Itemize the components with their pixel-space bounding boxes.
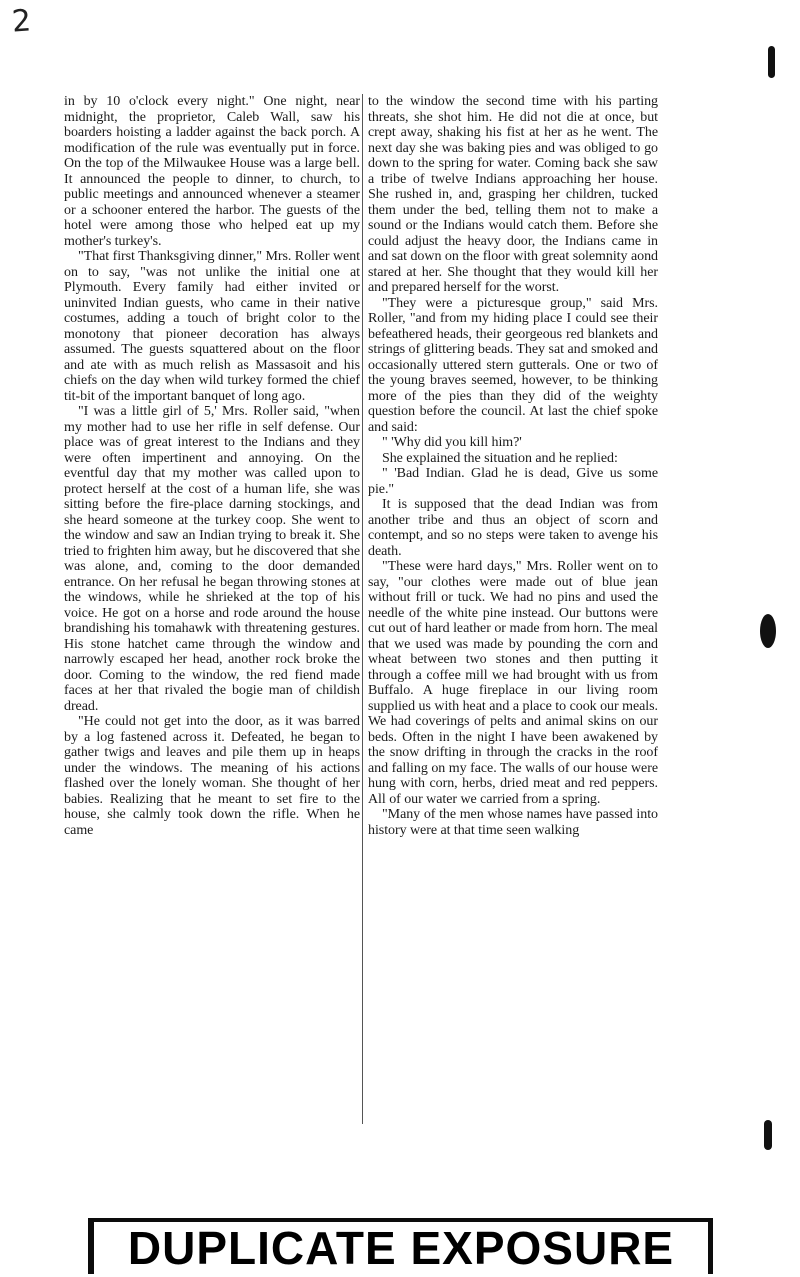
page-number: 2	[10, 3, 33, 40]
paragraph: "Many of the men whose names have passed into history were at that time seen walking	[368, 807, 658, 838]
paragraph: "I was a little girl of 5,' Mrs. Roller said, "when my mother had to use her rifle in self defense. Our place was of great interest to the Indians and they were often impertinent and annoying. On the eventful day that my mother was called upon to protect herself at the cost of a human life, she was sitting before the fire-place darning stockings, and she heard someone at the turkey coop. She went to the window and saw an Indian trying to break it. She tried to frighten him away, but he discovered that she was alone, and, coming to the door demanded entrance. On her refusal he began throwing stones at the windows, while he shrieked at the top of his voice. He got on a horse and rode around the house brandishing his tomahawk with threatening gestures. His stone hatchet came through the window and narrowly escaped her head, another rock broke the door. Coming to the window, the red fiend made faces at her that rivaled the bogie man of childish dread.	[64, 404, 360, 714]
film-mark-top	[768, 46, 775, 78]
column-divider	[362, 94, 363, 1124]
paragraph: in by 10 o'clock every night." One night, near midnight, the proprietor, Caleb Wall, saw his boarders hoisting a ladder against the back porch. A modification of the rule was eventually put in force. On the top of the Milwaukee House was a large bell. It announced the people to dinner, to church, to public meetings and announced whenever a steamer or a schooner entered the harbor. The guests of the hotel were among those who helped eat up my mother's turkey's.	[64, 94, 360, 249]
paragraph: " 'Why did you kill him?'	[382, 435, 522, 450]
paragraph: " 'Bad Indian. Glad he is dead, Give us some pie."	[368, 466, 658, 497]
paragraph: "They were a picturesque group," said Mrs. Roller, "and from my hiding place I could see their befeathered heads, their georgeous red blankets and strings of glittering beads. They sat and smoked and occasionally uttered stern gutterals. One or two of the young braves seemed, however, to be thinking more of the pies than they did of the weighty question before the council. At last the chief spoke and said:	[368, 295, 658, 435]
film-mark-bottom	[764, 1120, 772, 1150]
film-mark-middle	[760, 614, 776, 648]
duplicate-exposure-banner: DUPLICATE EXPOSURE	[94, 1222, 708, 1274]
paragraph: She explained the situation and he replied:	[382, 450, 618, 466]
paragraph: "That first Thanksgiving dinner," Mrs. Roller went on to say, "was not unlike the initial one at Plymouth. Every family had either invited or uninvited Indian guests, who came in their native costumes, adding a touch of bright color to the monotony that pioneer decoration has always assumed. The guests squattered about on the floor and ate with as much relish as Massasoit and his chiefs on the day when wild turkey formed the chief tit-bit of the important banquet of long ago.	[64, 249, 360, 404]
paragraph: It is supposed that the dead Indian was from another tribe and thus an object of scorn and contempt, and so no steps were taken to avenge his death.	[368, 497, 658, 559]
paragraph: "These were hard days," Mrs. Roller went on to say, "our clothes were made out of blue jean without frill or tuck. We had no pins and used the needle of the white pine instead. Our buttons were cut out of hard leather or made from horn. The meal that we used was made by pounding the corn and wheat between two stones and then putting it through a coffee mill we had brought with us from Buffalo. A huge fireplace in our living room supplied us with heat and a place to cook our meals. We had coverings of pelts and animal skins on our beds. Often in the night I have been awakened by the snow drifting in through the cracks in the roof and falling on my face. The walls of our house were hung with corn, herbs, dried meat and red peppers. All of our water we carried from a spring.	[368, 559, 658, 807]
paragraph: to the window the second time with his parting threats, she shot him. He did not die at once, but crept away, shaking his fist at her as he went. The next day she was baking pies and was obliged to go down to the spring for water. Coming back she saw a tribe of twelve Indians approaching her house. She rushed in, and, grasping her children, tucked them under the bed, telling them not to make a sound or the Indians would catch them. Before she could adjust the heavy door, the Indians came in and sat down on the floor with great solemnity aond stared at her. She thought that they would kill her and prepared herself for the worst.	[368, 94, 658, 295]
paragraph: "He could not get into the door, as it was barred by a log fastened across it. Defeated, he began to gather twigs and leaves and pile them up in heaps under the windows. The meaning of his actions flashed over the lonely woman. She thought of her babies. Realizing that he meant to set fire to the house, she calmly took down the rifle. When he came	[64, 714, 360, 838]
article-right-column	[368, 94, 658, 1154]
article-left-column	[64, 94, 360, 1154]
